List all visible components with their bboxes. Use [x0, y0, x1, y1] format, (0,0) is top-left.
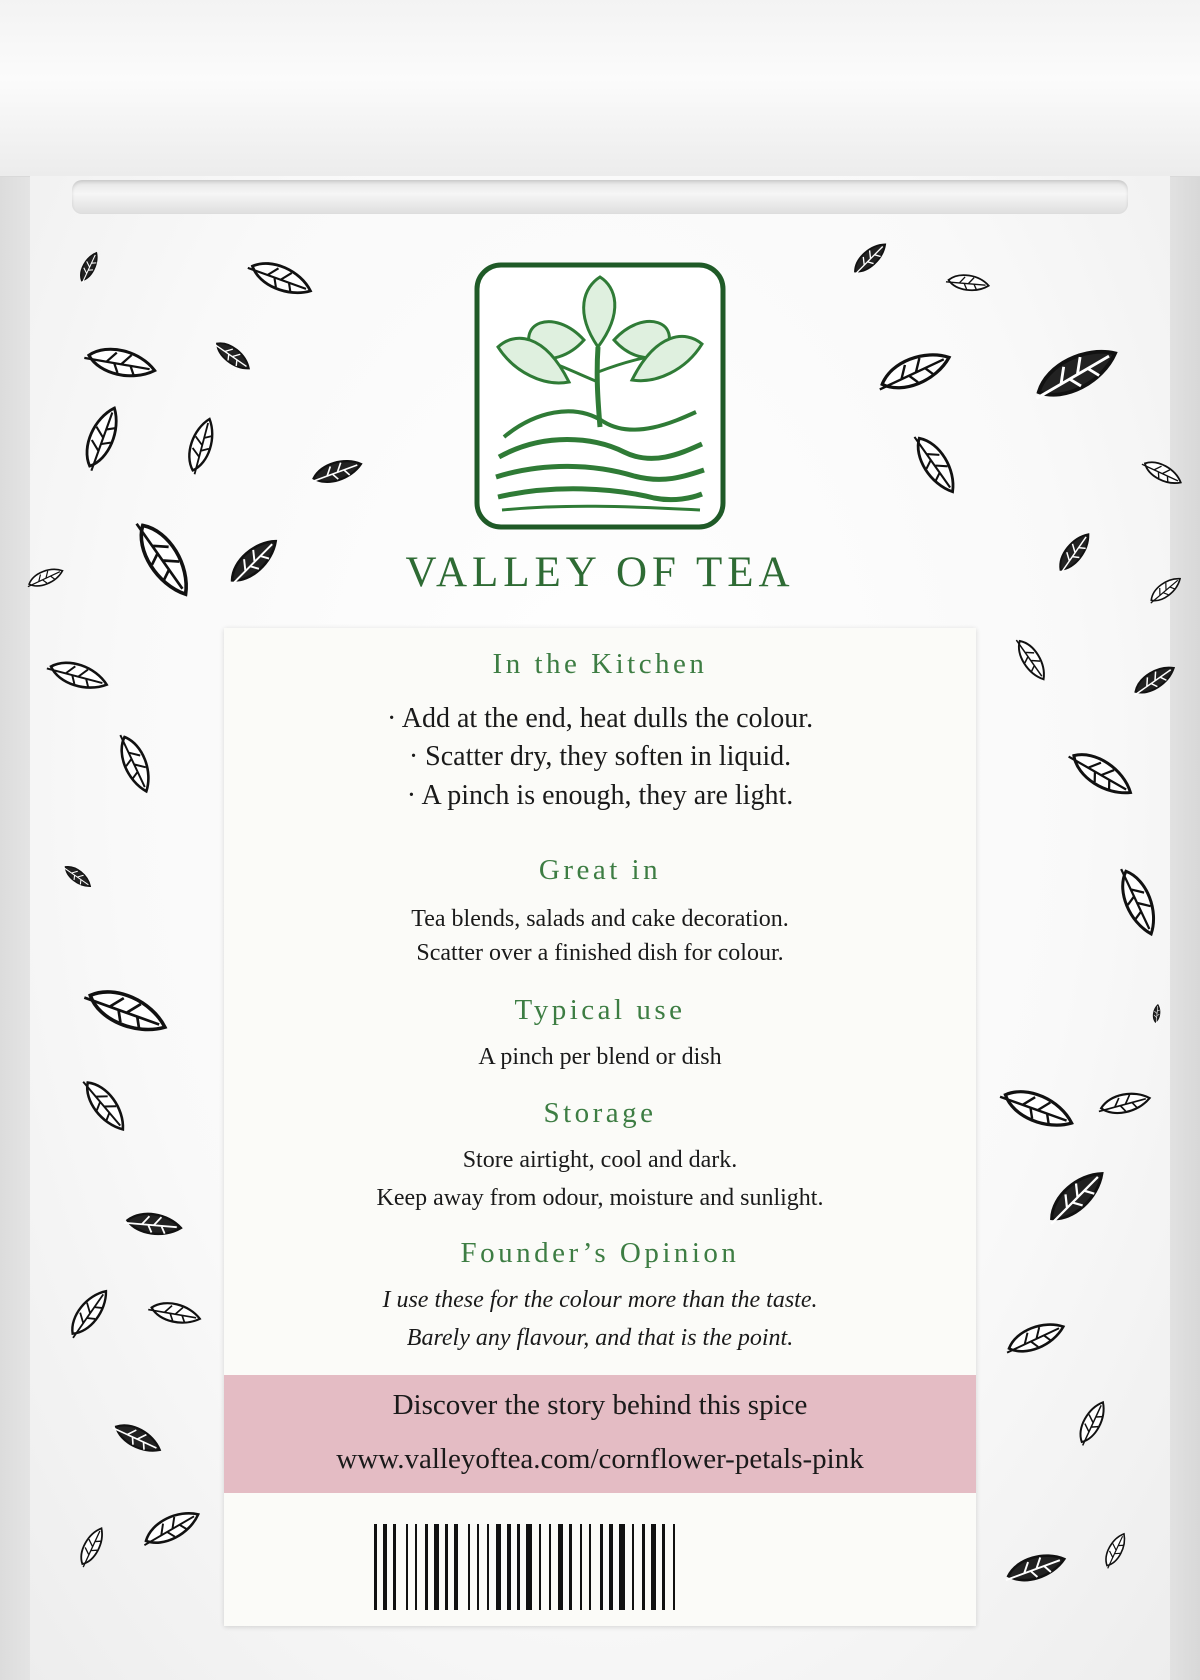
barcode-icon: [370, 1524, 832, 1610]
storage-title: Storage: [543, 1097, 657, 1129]
storage-line: Store airtight, cool and dark.: [462, 1147, 738, 1173]
founder-quote-line: I use these for the colour more than the taste.: [382, 1287, 818, 1313]
storage-line: Keep away from odour, moisture and sunlight.: [376, 1185, 824, 1211]
great-in-line: Scatter over a finished dish for colour.: [416, 940, 784, 966]
kitchen-tip: · Scatter dry, they soften in liquid.: [408, 741, 792, 772]
founder-title: Founder’s Opinion: [460, 1237, 740, 1269]
promo-url[interactable]: www.valleyoftea.com/cornflower-petals-pink: [336, 1443, 864, 1475]
promo-banner: [224, 1375, 976, 1493]
info-card: [224, 628, 976, 1626]
typical-use-text: A pinch per blend or dish: [478, 1044, 722, 1070]
typical-use-title: Typical use: [514, 994, 686, 1026]
zip-seal: [72, 180, 1128, 214]
pouch-top-seal: [0, 0, 1200, 177]
founder-quote-line: Barely any flavour, and that is the point.: [406, 1325, 794, 1351]
tea-leaf-icon: [1147, 1002, 1160, 1023]
promo-text: Discover the story behind this spice: [392, 1389, 808, 1421]
great-in-title: Great in: [538, 854, 662, 886]
kitchen-tip: · A pinch is enough, they are light.: [406, 780, 794, 811]
great-in-line: Tea blends, salads and cake decoration.: [411, 906, 789, 932]
brand-name: VALLEY OF TEA: [405, 549, 795, 596]
tea-plant-hills-logo: [474, 262, 726, 530]
kitchen-tip: · Add at the end, heat dulls the colour.: [386, 703, 814, 734]
kitchen-title: In the Kitchen: [492, 648, 708, 680]
